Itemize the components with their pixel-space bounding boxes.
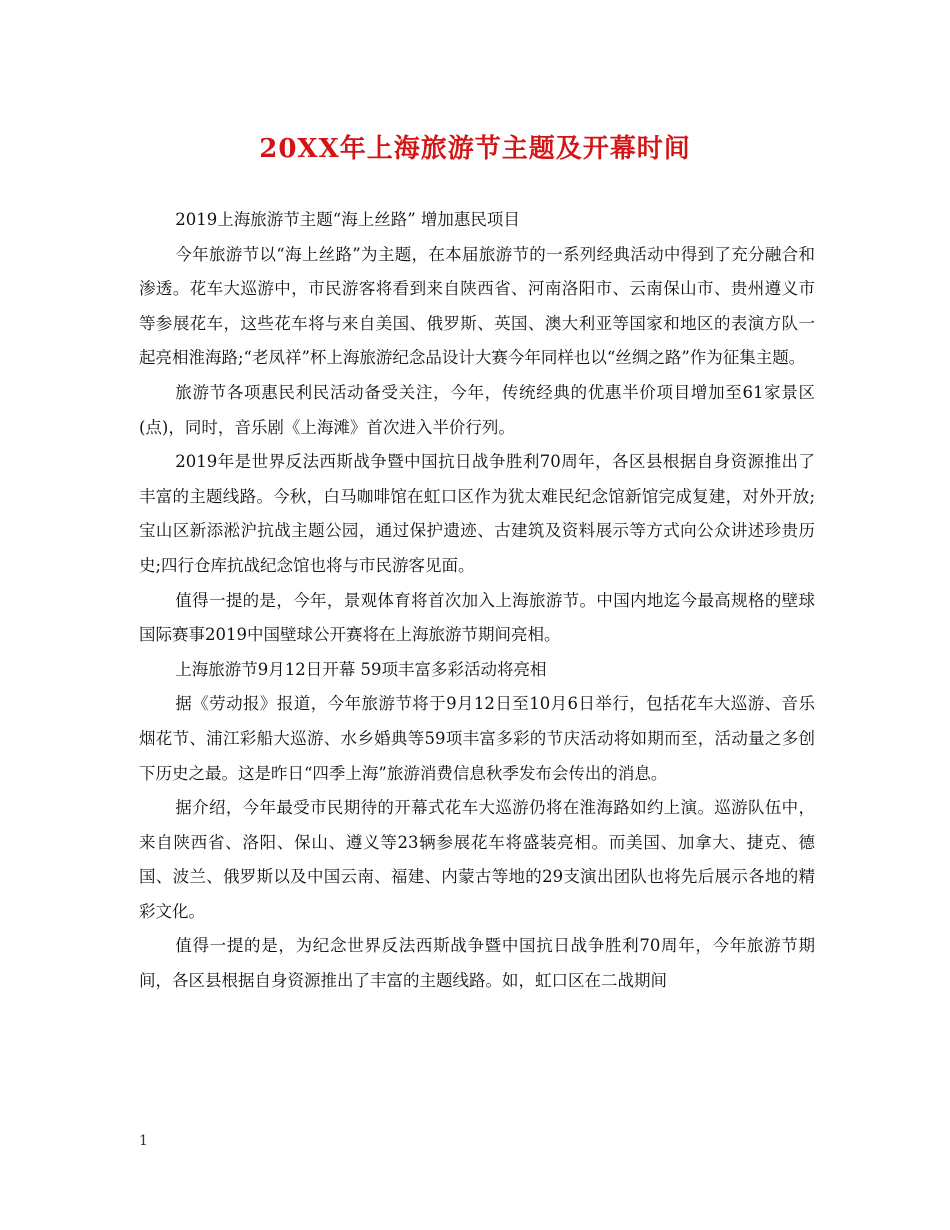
paragraph: 值得一提的是，今年，景观体育将首次加入上海旅游节。中国内地迄今最高规格的壁球国际赛事2019中国壁球公开赛将在上海旅游节期间亮相。: [139, 590, 815, 645]
page-number: 1: [139, 1133, 148, 1149]
paragraph: 2019年是世界反法西斯战争暨中国抗日战争胜利70周年，各区县根据自身资源推出了丰富的主题线路。今秋，白马咖啡馆在虹口区作为犹太难民纪念馆新馆完成复建，对外开放;宝山区新添淞沪抗战主题公园，通过保护遗迹、古建筑及资料展示等方式向公众讲述珍贵历史;四行仓库抗战纪念馆也将与市民游客见面。: [139, 452, 815, 575]
paragraph: 值得一提的是，为纪念世界反法西斯战争暨中国抗日战争胜利70周年，今年旅游节期间，各区县根据自身资源推出了丰富的主题线路。如，虹口区在二战期间: [139, 936, 815, 991]
document-title: 20XX年上海旅游节主题及开幕时间: [259, 134, 691, 164]
paragraph: 据《劳动报》报道，今年旅游节将于9月12日至10月6日举行，包括花车大巡游、音乐烟花节、浦江彩船大巡游、水乡婚典等59项丰富多彩的节庆活动将如期而至，活动量之多创下历史之最。这是昨日“四季上海”旅游消费信息秋季发布会传出的消息。: [139, 694, 815, 783]
paragraph: 今年旅游节以“海上丝路”为主题，在本届旅游节的一系列经典活动中得到了充分融合和渗透。花车大巡游中，市民游客将看到来自陕西省、河南洛阳市、云南保山市、贵州遵义市等参展花车，这些花车将与来自美国、俄罗斯、英国、澳大利亚等国家和地区的表演方队一起亮相淮海路;“老凤祥”杯上海旅游纪念品设计大赛今年同样也以“丝绸之路”作为征集主题。: [139, 244, 815, 368]
section-heading: 2019上海旅游节主题“海上丝路” 增加惠民项目: [175, 210, 520, 229]
paragraph: 据介绍，今年最受市民期待的开幕式花车大巡游仍将在淮海路如约上演。巡游队伍中，来自陕西省、洛阳、保山、遵义等23辆参展花车将盛装亮相。而美国、加拿大、捷克、德国、波兰、俄罗斯以及中国云南、福建、内蒙古等地的29支演出团队也将先后展示各地的精彩文化。: [139, 798, 815, 921]
paragraph: 旅游节各项惠民利民活动备受关注，今年，传统经典的优惠半价项目增加至61家景区(点)，同时，音乐剧《上海滩》首次进入半价行列。: [139, 382, 815, 437]
document-body: [139, 203, 815, 999]
section-heading: 上海旅游节9月12日开幕 59项丰富多彩活动将亮相: [175, 659, 547, 679]
